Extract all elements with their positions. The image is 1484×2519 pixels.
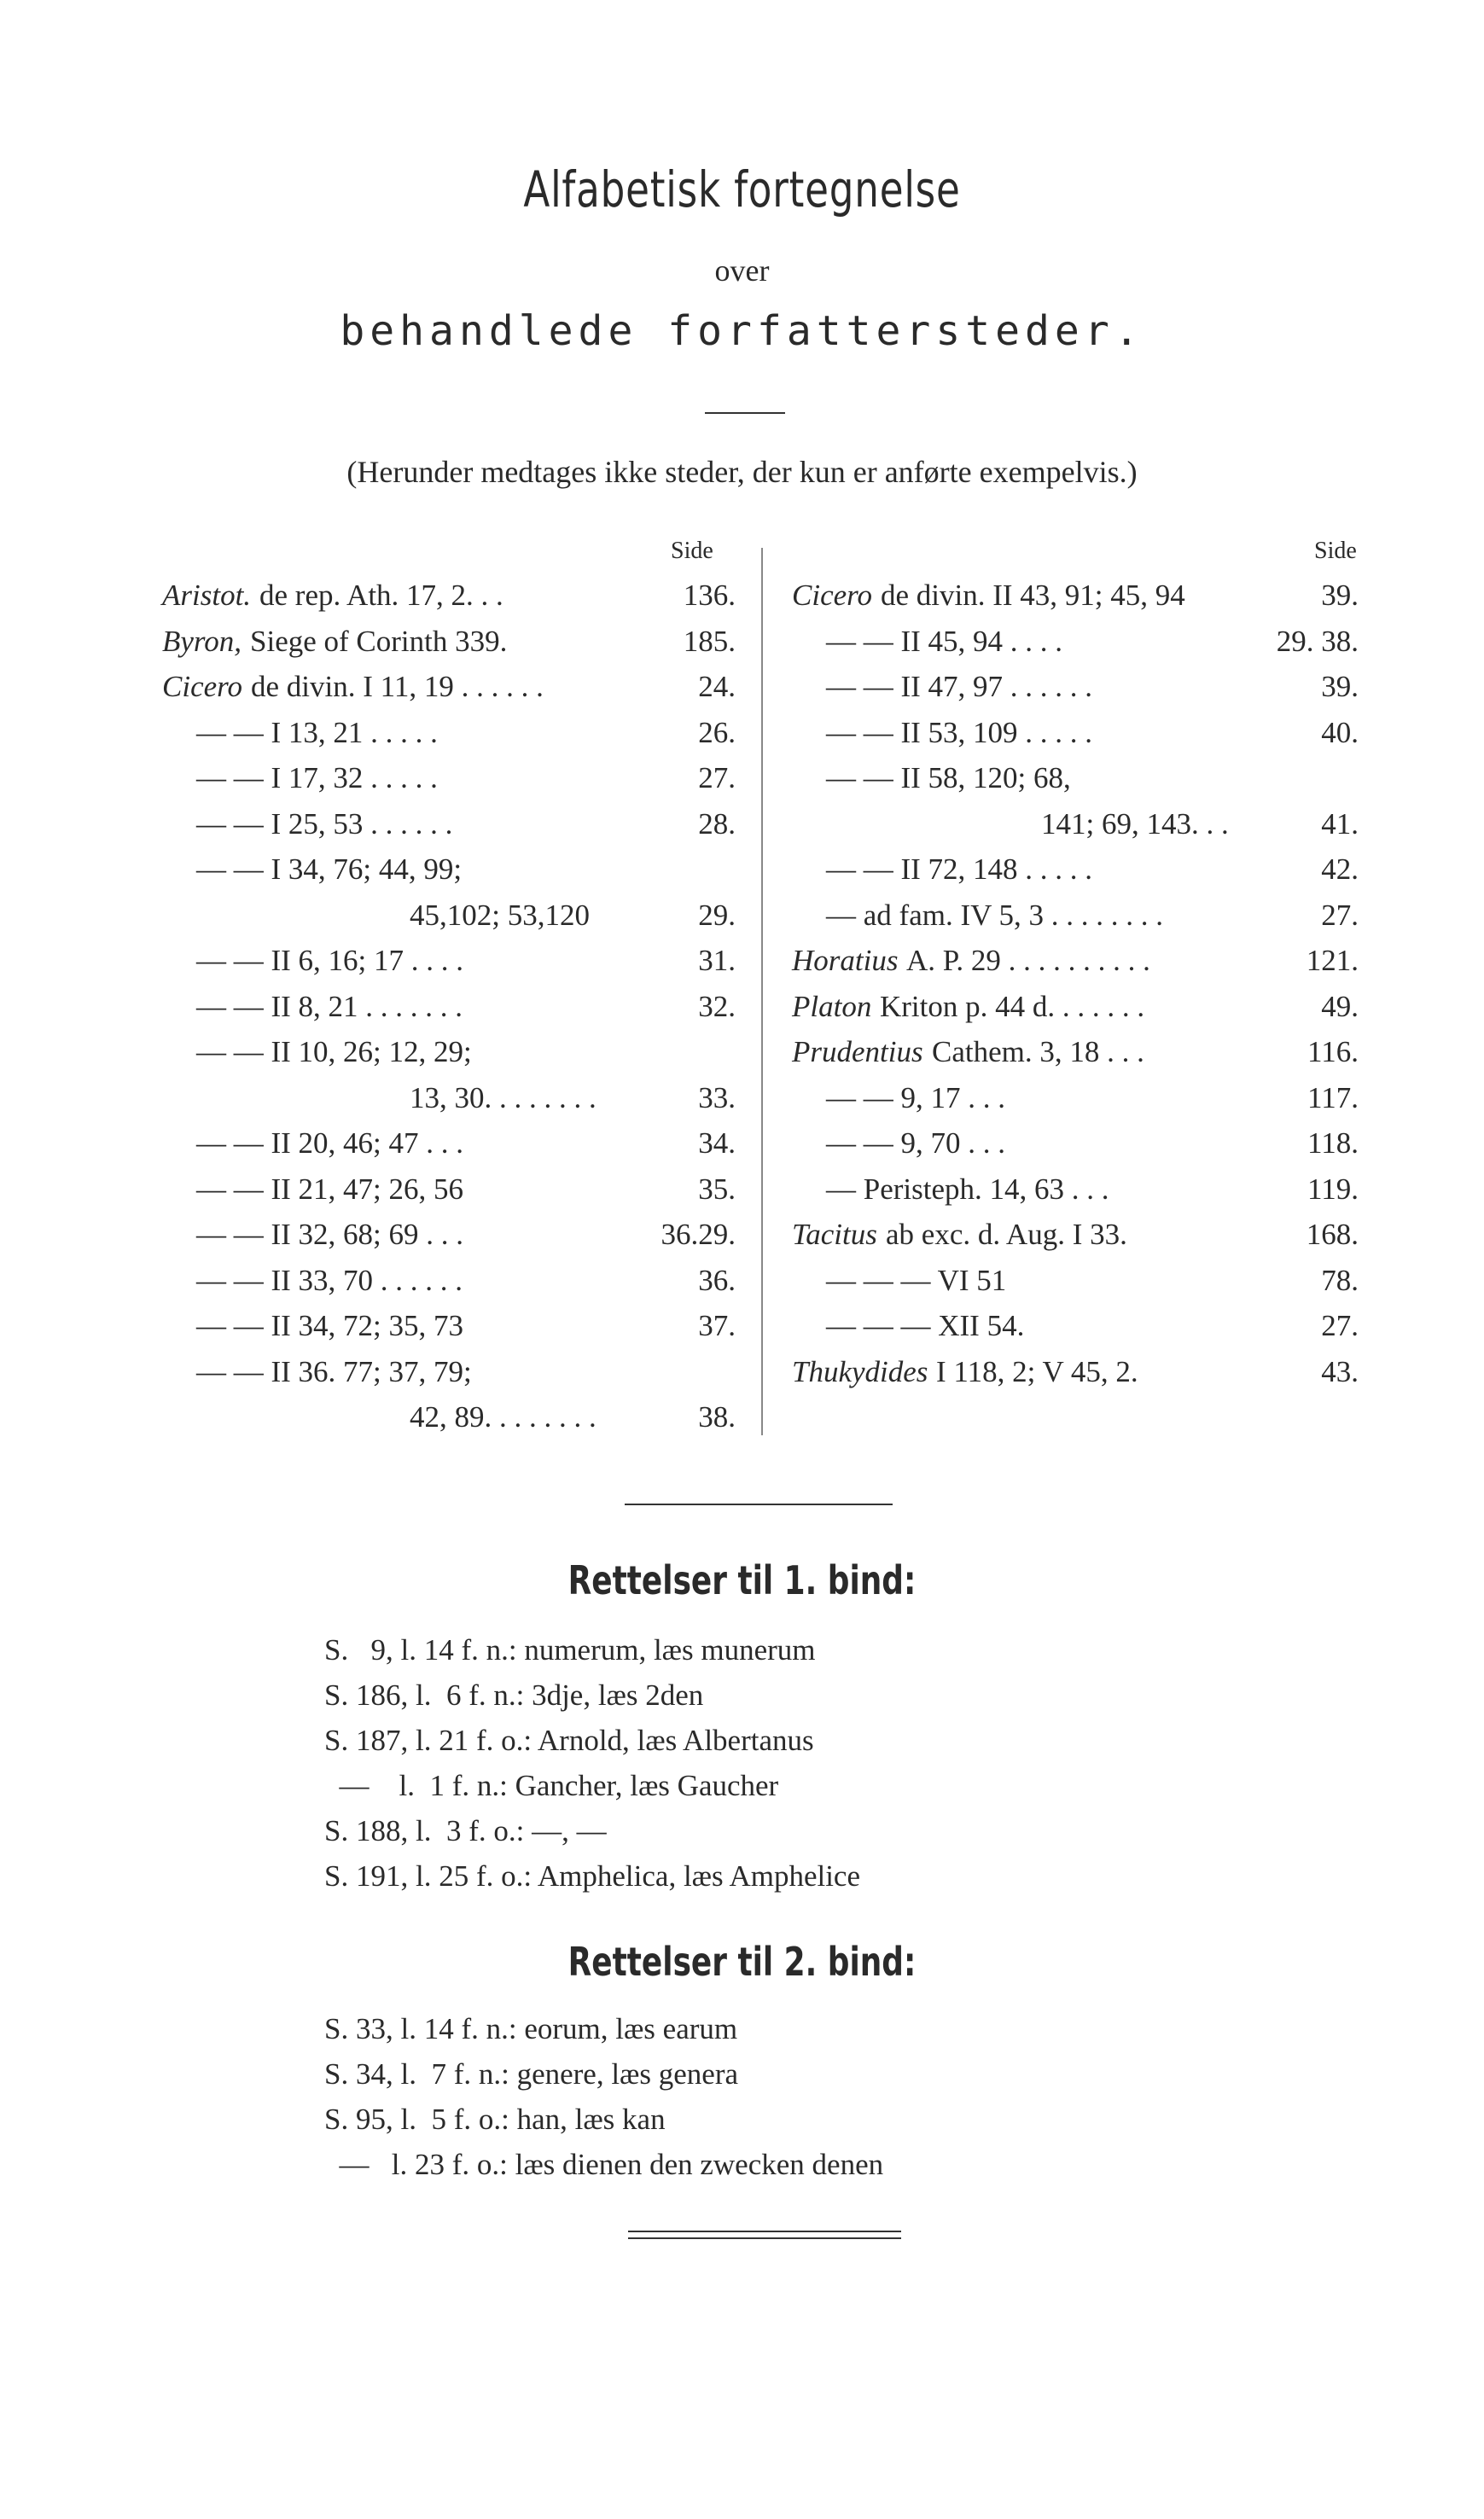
entry-text: — — — VI 51 — [826, 1263, 1007, 1297]
entry-text: — — II 36. 77; 37, 79; — [196, 1354, 472, 1388]
entry-text: Cathem. 3, 18 . . . — [932, 1035, 1144, 1068]
entry-page: 29. — [698, 898, 736, 932]
correction-line: S. 187, l. 21 f. o.: Arnold, læs Albertanus — [324, 1724, 814, 1757]
correction-line: — l. 23 f. o.: læs dienen den zwecken denen — [324, 2148, 884, 2181]
correction-line: S. 188, l. 3 f. o.: —, — — [324, 1814, 607, 1847]
entry-page: 24. — [698, 670, 736, 703]
entry-author: Cicero — [792, 579, 872, 612]
entry-text: de rep. Ath. 17, 2. . . — [259, 579, 503, 612]
entry-page: 121. — [1306, 944, 1359, 977]
entry-text: — — 9, 70 . . . — [826, 1126, 1005, 1160]
entry-page: 38. — [698, 1400, 736, 1434]
entry-text: — — II 45, 94 . . . . — [826, 624, 1063, 658]
entry-page: 118. — [1307, 1126, 1359, 1160]
entry-page: 41. — [1321, 806, 1359, 841]
entry-text: A. P. 29 . . . . . . . . . . — [906, 944, 1150, 977]
entry-author: Horatius — [792, 944, 899, 977]
entry-text: 45,102; 53,120 — [410, 898, 590, 932]
entry-author: Cicero — [162, 670, 242, 703]
entry-page: 185. — [683, 624, 736, 658]
entry-text: — — II 21, 47; 26, 56 — [196, 1172, 464, 1206]
entry-page: 35. — [698, 1172, 736, 1206]
entry-page: 37. — [698, 1309, 736, 1342]
entry-author: Aristot. — [162, 579, 252, 612]
entry-author: Thukydides — [792, 1354, 928, 1388]
entry-text: I 118, 2; V 45, 2. — [936, 1354, 1138, 1388]
entry-page: 29. 38. — [1276, 624, 1359, 658]
entry-text: — — II 10, 26; 12, 29; — [196, 1035, 472, 1068]
entry-author: Platon — [792, 989, 872, 1023]
entry-text: — — II 53, 109 . . . . . — [826, 715, 1093, 749]
entry-page: 136. — [683, 579, 736, 612]
correction-line: — l. 1 f. n.: Gancher, læs Gaucher — [324, 1769, 779, 1802]
entry-author: Byron, — [162, 624, 242, 658]
correction-line: S. 9, l. 14 f. n.: numerum, læs munerum — [324, 1633, 816, 1667]
entry-page: 117. — [1307, 1080, 1359, 1114]
entry-page: 168. — [1306, 1218, 1359, 1251]
entry-author: Prudentius — [792, 1035, 923, 1068]
entry-page: 31. — [698, 944, 736, 977]
entry-text: 42, 89. . . . . . . . — [410, 1400, 597, 1434]
entry-text: de divin. II 43, 91; 45, 94 — [881, 579, 1185, 612]
entry-page: 116. — [1307, 1035, 1359, 1068]
correction-line: S. 186, l. 6 f. n.: 3dje, læs 2den — [324, 1678, 704, 1712]
title-over: over — [714, 253, 770, 288]
entry-text: — Peristeph. 14, 63 . . . — [826, 1172, 1109, 1206]
entry-text: 141; 69, 143. . . — [1041, 806, 1229, 841]
entry-page: 28. — [698, 806, 736, 841]
entry-text: — — I 25, 53 . . . . . . — [196, 806, 453, 841]
column-separator — [761, 548, 763, 1435]
entry-text: — — II 33, 70 . . . . . . — [196, 1263, 463, 1297]
entry-author: Tacitus — [792, 1218, 877, 1251]
entry-text: ab exc. d. Aug. I 33. — [886, 1218, 1127, 1251]
entry-text: — — II 8, 21 . . . . . . . — [196, 989, 463, 1023]
entry-text: Kriton p. 44 d. . . . . . . — [880, 989, 1145, 1023]
entry-page: 27. — [1321, 1309, 1359, 1342]
entry-text: — — II 72, 148 . . . . . — [826, 852, 1093, 886]
entry-page: 42. — [1321, 852, 1359, 886]
entry-text: — — — XII 54. — [826, 1309, 1025, 1342]
correction-line: S. 33, l. 14 f. n.: eorum, læs earum — [324, 2012, 738, 2045]
entry-page: 32. — [698, 989, 736, 1023]
entry-page: 36. — [698, 1263, 736, 1297]
entry-text: 13, 30. . . . . . . . — [410, 1080, 597, 1114]
page-title: Alfabetisk fortegnelse — [523, 160, 961, 218]
side-label-right: Side — [1314, 538, 1357, 564]
side-label-left: Side — [671, 538, 713, 564]
page-subtitle: behandlede forfattersteder. — [340, 307, 1144, 355]
entry-text: — — II 34, 72; 35, 73 — [196, 1309, 464, 1342]
entry-text: — — II 58, 120; 68, — [826, 761, 1071, 794]
entry-text: — — I 34, 76; 44, 99; — [196, 852, 463, 886]
entry-text: de divin. I 11, 19 . . . . . . — [251, 670, 544, 703]
entry-text: — ad fam. IV 5, 3 . . . . . . . . — [826, 898, 1163, 932]
corrections-1-title: Rettelser til 1. bind: — [567, 1557, 917, 1603]
entry-page: 78. — [1321, 1263, 1359, 1297]
entry-page: 40. — [1321, 715, 1359, 749]
correction-line: S. 191, l. 25 f. o.: Amphelica, læs Amphelice — [324, 1859, 861, 1893]
entry-text: — — II 20, 46; 47 . . . — [196, 1126, 464, 1160]
end-rule-bottom — [628, 2237, 901, 2239]
entry-text: — — II 47, 97 . . . . . . — [826, 670, 1093, 703]
index-rule — [625, 1504, 893, 1505]
correction-line: S. 95, l. 5 f. o.: han, læs kan — [324, 2103, 666, 2136]
entry-page: 36.29. — [661, 1218, 736, 1251]
entry-page: 26. — [698, 715, 736, 749]
entry-text: — — II 6, 16; 17 . . . . — [196, 944, 464, 977]
entry-page: 39. — [1321, 579, 1359, 612]
corrections-2-title: Rettelser til 2. bind: — [567, 1939, 917, 1985]
entry-text: — — 9, 17 . . . — [826, 1080, 1005, 1114]
header-note: (Herunder medtages ikke steder, der kun er anførte exempelvis.) — [346, 455, 1138, 489]
entry-text: Siege of Corinth 339. — [250, 624, 508, 658]
entry-page: 119. — [1307, 1172, 1359, 1206]
entry-page: 39. — [1321, 670, 1359, 703]
entry-page: 27. — [1321, 898, 1359, 932]
entry-page: 49. — [1321, 989, 1359, 1023]
correction-line: S. 34, l. 7 f. n.: genere, læs genera — [324, 2057, 739, 2091]
entry-page: 27. — [698, 761, 736, 794]
entry-page: 34. — [698, 1126, 736, 1160]
end-rule-top — [628, 2231, 901, 2232]
entry-text: — — II 32, 68; 69 . . . — [196, 1218, 464, 1251]
entry-text: — — I 17, 32 . . . . . — [196, 761, 438, 794]
entry-page: 33. — [698, 1080, 736, 1114]
entry-text: — — I 13, 21 . . . . . — [196, 715, 438, 749]
entry-page: 43. — [1321, 1354, 1359, 1388]
